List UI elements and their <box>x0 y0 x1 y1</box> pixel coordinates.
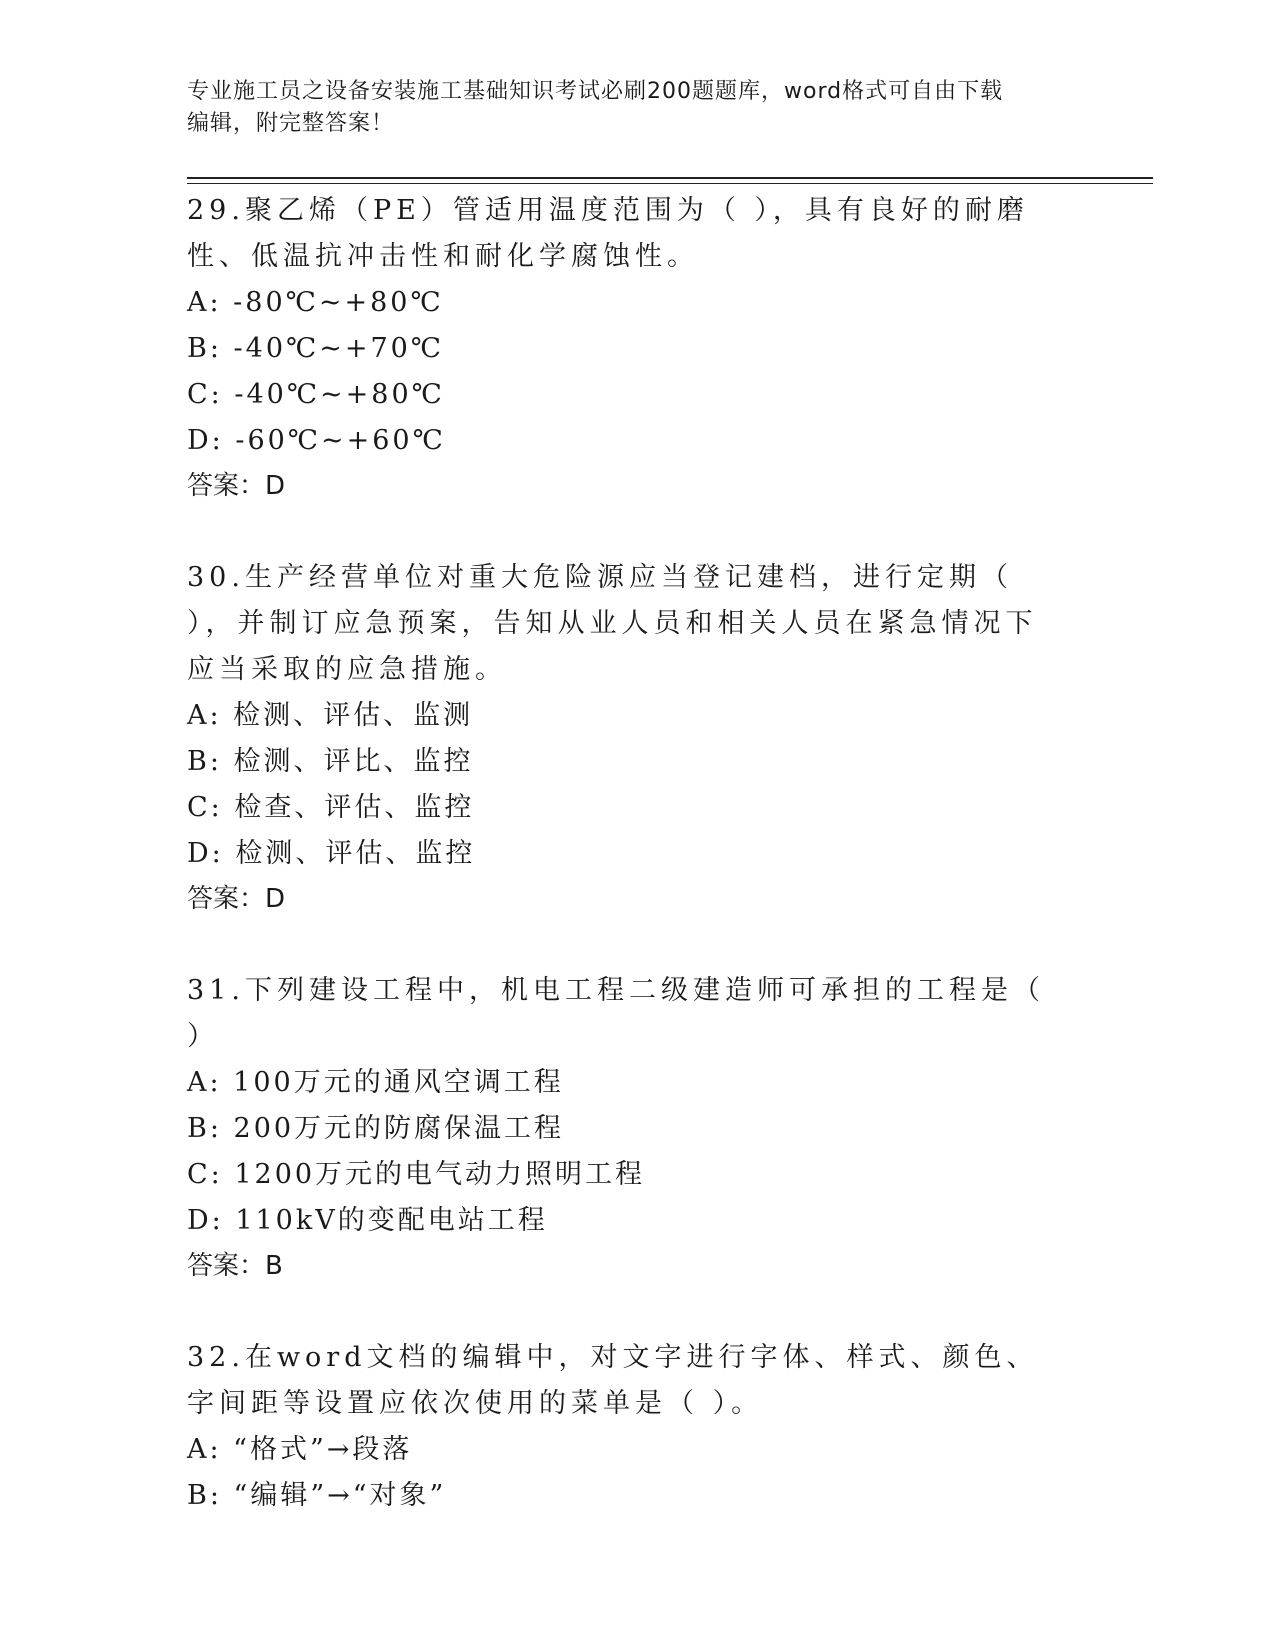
option-d: D: -60℃~+60℃ <box>187 425 446 456</box>
question-stem: 31.下列建设工程中，机电工程二级建造师可承担的工程是（ ） <box>187 975 1045 1052</box>
option-a: A: 检测、评估、监测 <box>187 700 474 731</box>
option-c: C: 1200万元的电气动力照明工程 <box>187 1159 646 1190</box>
option-a: A: -80℃~+80℃ <box>187 287 444 318</box>
option-d: D: 检测、评估、监控 <box>187 838 476 869</box>
question-list <box>187 188 1067 1519</box>
option-a: A: “格式”→段落 <box>187 1434 413 1465</box>
option-b: B: “编辑”→“对象” <box>187 1480 447 1511</box>
header-line-1: 专业施工员之设备安装施工基础知识考试必刷200题题库，word格式可自由下载 <box>187 79 1004 104</box>
document-header <box>187 76 1067 140</box>
answer: 答案：D <box>187 884 286 914</box>
header-line-2: 编辑，附完整答案！ <box>187 111 395 136</box>
option-b: B: 200万元的防腐保温工程 <box>187 1113 565 1144</box>
question-30 <box>187 555 1067 921</box>
question-32 <box>187 1335 1067 1519</box>
question-31 <box>187 968 1067 1288</box>
option-c: C: 检查、评估、监控 <box>187 792 475 823</box>
answer: 答案：B <box>187 1251 283 1281</box>
option-b: B: -40℃~+70℃ <box>187 333 445 364</box>
option-d: D: 110kV的变配电站工程 <box>187 1205 548 1236</box>
question-stem: 30.生产经营单位对重大危险源应当登记建档，进行定期（ ），并制订应急预案，告知从业人员和相关人员在紧急情况下应当采取的应急措施。 <box>187 562 1038 685</box>
option-b: B: 检测、评比、监控 <box>187 746 474 777</box>
header-divider-thick <box>187 177 1153 179</box>
option-c: C: -40℃~+80℃ <box>187 379 445 410</box>
question-stem: 29.聚乙烯（PE）管适用温度范围为（ ），具有良好的耐磨性、低温抗冲击性和耐化学腐蚀性。 <box>187 195 1029 272</box>
option-a: A: 100万元的通风空调工程 <box>187 1067 564 1098</box>
answer: 答案：D <box>187 471 286 501</box>
header-divider-thin <box>187 183 1153 184</box>
question-stem: 32.在word文档的编辑中，对文字进行字体、样式、颜色、字间距等设置应依次使用的菜单是（ ）。 <box>187 1342 1039 1419</box>
question-29 <box>187 188 1067 508</box>
